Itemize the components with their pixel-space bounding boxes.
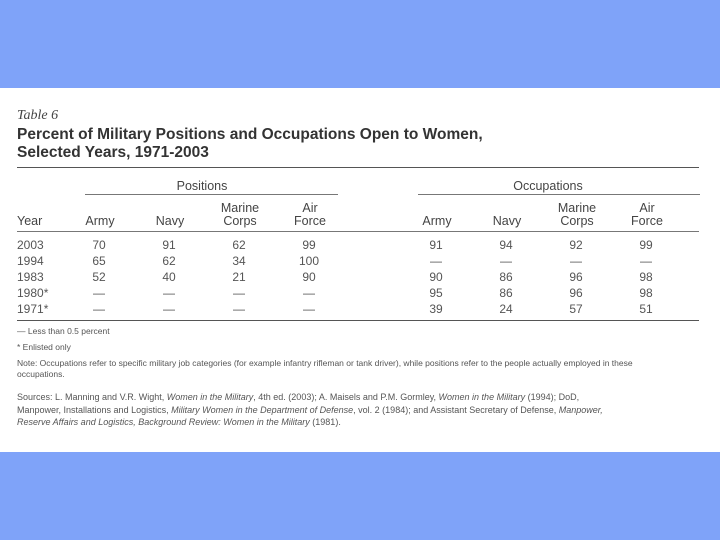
- pos-air: —: [303, 286, 315, 300]
- occ-marine: 96: [569, 270, 583, 284]
- occ-navy: 86: [499, 286, 513, 300]
- sources-text: Manpower, Installations and Logistics,: [17, 404, 172, 415]
- pos-army: 65: [92, 254, 106, 268]
- sources-title: Women in the Military: [166, 392, 254, 402]
- pos-marine: —: [233, 302, 245, 316]
- table-caption: Table 6: [17, 108, 59, 123]
- bottom-rule: [17, 320, 699, 321]
- row-year: 2003: [17, 238, 44, 252]
- occ-navy: 94: [499, 238, 513, 252]
- row-year: 1971*: [17, 302, 49, 316]
- occ-air: 98: [639, 286, 653, 300]
- pos-army: —: [93, 286, 105, 300]
- occ-army: 90: [429, 270, 443, 284]
- occ-navy: 24: [499, 302, 513, 316]
- occ-air: 51: [639, 302, 653, 316]
- occ-marine: 57: [569, 302, 583, 316]
- header-occ-army: Army: [422, 214, 452, 228]
- pos-air: 90: [302, 270, 316, 284]
- header-pos-marine: [210, 202, 270, 228]
- header-occ-marine-2: Corps: [560, 214, 594, 228]
- header-pos-army: Army: [85, 214, 115, 228]
- sources-title: Women in the Military: [438, 392, 526, 402]
- table-document: [0, 88, 720, 452]
- header-pos-air-2: Force: [294, 214, 326, 228]
- pos-air: 100: [298, 254, 320, 268]
- occ-air: —: [640, 254, 652, 268]
- pos-navy: —: [163, 302, 175, 316]
- title-line-1: Percent of Military Positions and Occupations Open to Women,: [17, 126, 483, 143]
- sources: [17, 391, 707, 429]
- sources-text: (1981).: [309, 417, 341, 427]
- occ-air: 99: [639, 238, 653, 252]
- pos-navy: —: [163, 286, 175, 300]
- occ-navy: 86: [499, 270, 513, 284]
- sources-text: , vol. 2 (1984); and Assistant Secretary of Defense,: [353, 404, 559, 415]
- occ-army: 91: [429, 238, 443, 252]
- header-year: Year: [17, 214, 43, 228]
- sources-line-1: [17, 391, 707, 404]
- note-enlisted: * Enlisted only: [17, 342, 71, 352]
- header-occ-air-1: Air: [639, 201, 655, 215]
- note-line-2: occupations.: [17, 369, 65, 379]
- pos-navy: 40: [162, 270, 176, 284]
- pos-navy: 62: [162, 254, 176, 268]
- row-year: 1994: [17, 254, 44, 268]
- pos-air: —: [303, 302, 315, 316]
- sources-text: Sources: L. Manning and V.R. Wight,: [17, 392, 167, 402]
- positions-rule: [85, 194, 338, 195]
- pos-marine: 34: [232, 254, 246, 268]
- header-pos-marine-2: Corps: [223, 214, 257, 228]
- header-occ-air: [617, 202, 677, 228]
- note-line-1: Note: Occupations refer to specific military job categories (for example infantry rifleman or tank driver), while positions refer to the people actually employed in these: [17, 358, 633, 368]
- top-rule: [17, 167, 699, 168]
- pos-marine: —: [233, 286, 245, 300]
- header-pos-marine-1: Marine: [220, 201, 260, 215]
- occ-marine: —: [570, 254, 582, 268]
- header-rule: [17, 231, 699, 232]
- occ-army: 39: [429, 302, 443, 316]
- group-positions: Positions: [176, 179, 228, 193]
- sources-line-3: [17, 416, 707, 429]
- occ-army: 95: [429, 286, 443, 300]
- sources-title: Reserve Affairs and Logistics, Background Review: Women in the Military: [17, 417, 310, 427]
- row-year: 1983: [17, 270, 44, 284]
- occ-navy: —: [500, 254, 512, 268]
- header-occ-navy: Navy: [492, 214, 522, 228]
- pos-army: 70: [92, 238, 106, 252]
- note-occupations: [17, 358, 707, 380]
- group-occupations: Occupations: [513, 179, 583, 193]
- sources-text: (1994); DoD,: [525, 392, 580, 402]
- header-pos-air: [280, 202, 340, 228]
- pos-air: 99: [302, 238, 316, 252]
- table-title: [17, 126, 483, 162]
- occ-marine: 92: [569, 238, 583, 252]
- occupations-rule: [418, 194, 700, 195]
- header-pos-navy: Navy: [155, 214, 185, 228]
- header-occ-air-2: Force: [631, 214, 663, 228]
- occ-marine: 96: [569, 286, 583, 300]
- pos-navy: 91: [162, 238, 176, 252]
- sources-title: Manpower,: [558, 404, 603, 415]
- sources-text: , 4th ed. (2003); A. Maisels and P.M. Gormley,: [253, 392, 439, 402]
- pos-army: 52: [92, 270, 106, 284]
- title-line-2: Selected Years, 1971-2003: [17, 144, 209, 161]
- note-dash: — Less than 0.5 percent: [17, 326, 110, 336]
- header-pos-air-1: Air: [302, 201, 318, 215]
- occ-air: 98: [639, 270, 653, 284]
- header-occ-marine: [547, 202, 607, 228]
- sources-line-2: [17, 404, 707, 417]
- slide-background: [0, 0, 720, 88]
- row-year: 1980*: [17, 286, 49, 300]
- pos-army: —: [93, 302, 105, 316]
- pos-marine: 21: [232, 270, 246, 284]
- sources-title: Military Women in the Department of Defense: [171, 404, 354, 415]
- occ-army: —: [430, 254, 442, 268]
- pos-marine: 62: [232, 238, 246, 252]
- header-occ-marine-1: Marine: [557, 201, 597, 215]
